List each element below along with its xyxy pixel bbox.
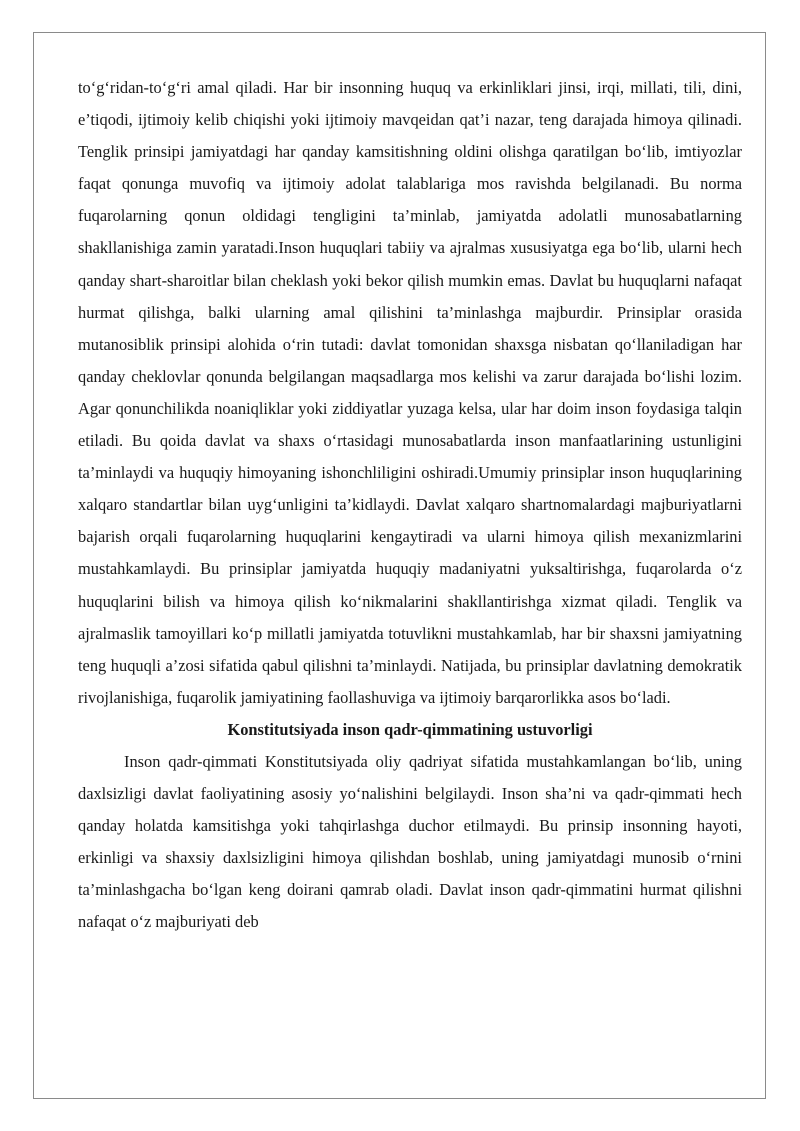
document-body <box>78 72 742 939</box>
section-heading: Konstitutsiyada inson qadr-qimmatining ustuvorligi <box>227 719 593 739</box>
body-paragraph: to‘g‘ridan-to‘g‘ri amal qiladi. Har bir insonning huquq va erkinliklari jinsi, irqi, millati, tili, dini, e’tiqodi, ijtimoiy kelib chiqishi yoki ijtimoiy mavqeidan qat’i nazar, teng darajada himoya qilinadi. Tenglik prinsipi jamiyatdagi har qanday kamsitishning oldini olishga qaratilgan bo‘lib, imtiyozlar faqat qonunga muvofiq va ijtimoiy adolat talablariga mos ravishda belgilanadi. Bu norma fuqarolarning qonun oldidagi tengligini ta’minlab, jamiyatda adolatli munosabatlarning shakllanishiga zamin yaratadi.Inson huquqlari tabiiy va ajralmas xususiyatga ega bo‘lib, ularni hech qanday shart-sharoitlar bilan cheklash yoki bekor qilish mumkin emas. Davlat bu huquqlarni nafaqat hurmat qilishga, balki ularning amal qilishini ta’minlashga majburdir. Prinsiplar orasida mutanosiblik prinsipi alohida o‘rin tutadi: davlat tomonidan shaxsga nisbatan qo‘llaniladigan har qanday cheklovlar qonunda belgilangan maqsadlarga mos kelishi va zarur darajada bo‘lishi lozim. Agar qonunchilikda noaniqliklar yoki ziddiyatlar yuzaga kelsa, ular har doim inson foydasiga talqin etiladi. Bu qoida davlat va shaxs o‘rtasidagi munosabatlarda inson manfaatlarining ustunligini ta’minlaydi va huquqiy himoyaning ishonchliligini oshiradi.Umumiy prinsiplar inson huquqlarining xalqaro standartlar bilan uyg‘unligini ta’kidlaydi. Davlat xalqaro shartnomalardagi majburiyatlarni bajarish orqali fuqarolarning huquqlarini kengaytiradi va ularni himoya qilish mexanizmlarini mustahkamlaydi. Bu prinsiplar jamiyatda huquqiy madaniyatni yuksaltirishga, fuqarolarda o‘z huquqlarini bilish va himoya qilish ko‘nikmalarini shakllantirishga xizmat qiladi. Tenglik va ajralmaslik tamoyillari ko‘p millatli jamiyatda totuvlikni mustahkamlab, har bir shaxsni jamiyatning teng huquqli a’zosi sifatida qabul qilishni ta’minlaydi. Natijada, bu prinsiplar davlatning demokratik rivojlanishiga, fuqarolik jamiyatining faollashuviga va ijtimoiy barqarorlikka asos bo‘ladi. <box>78 78 742 707</box>
body-paragraph: Inson qadr-qimmati Konstitutsiyada oliy qadriyat sifatida mustahkamlangan bo‘lib, uning daxlsizligi davlat faoliyatining asosiy yo‘nalishini belgilaydi. Inson sha’ni va qadr-qimmati hech qanday holatda kamsitishga yoki tahqirlashga duchor etilmaydi. Bu prinsip insonning hayoti, erkinligi va shaxsiy daxlsizligini himoya qilishdan boshlab, uning jamiyatdagi munosib o‘rnini ta’minlashgacha bo‘lgan keng doirani qamrab oladi. Davlat inson qadr-qimmatini hurmat qilishni nafaqat o‘z majburiyati deb <box>78 751 742 932</box>
